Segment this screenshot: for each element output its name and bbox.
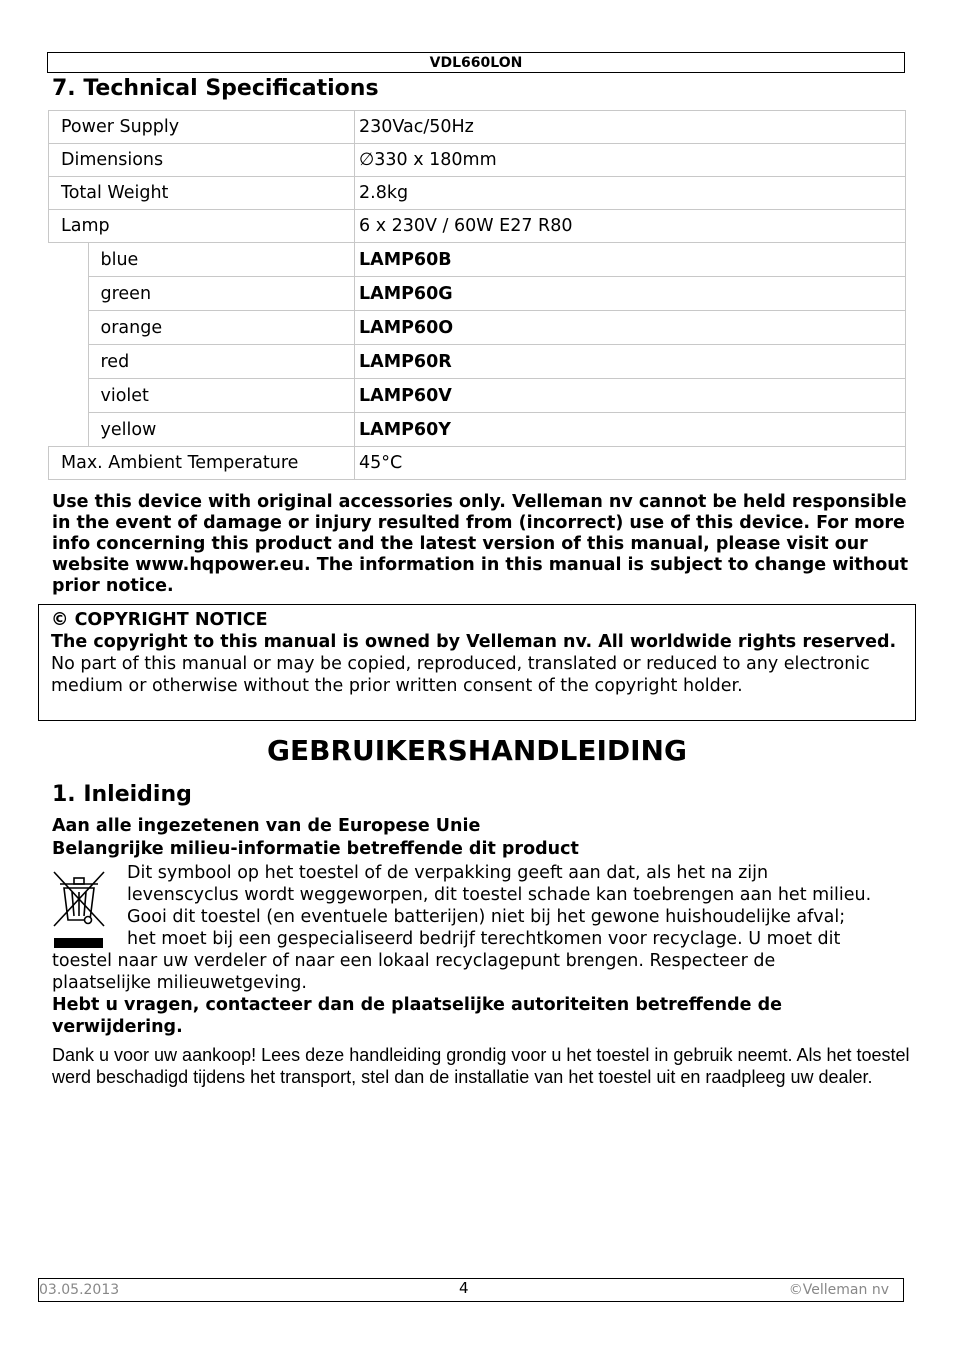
footer-copyright: ©Velleman nv (788, 1282, 889, 1298)
document-header (47, 52, 905, 73)
usage-notice: Use this device with original accessories only. Velleman nv cannot be held responsible in the event of damage or injury resulted from (incorrect) use of this device. For more info concerning this product and the latest version of this manual, please visit our website www.hqpower.eu. The information in this manual is subject to change without prior notice. (52, 492, 909, 596)
copyright-text: No part of this manual or may be copied, reproduced, translated or reduced to any electronic medium or otherwise without the prior written consent of the copyright holder. (51, 654, 870, 696)
lamp-row (49, 277, 906, 311)
lamp-code: LAMP60O (355, 311, 906, 345)
footer-date: 03.05.2013 (39, 1282, 120, 1298)
spec-row (49, 111, 906, 144)
lamp-code: LAMP60V (355, 379, 906, 413)
section-title-specs: 7. Technical Specifications (52, 76, 379, 101)
spec-value: 6 x 230V / 60W E27 R80 (355, 210, 906, 243)
lamp-color: violet (88, 379, 355, 413)
lamp-code: LAMP60B (355, 243, 906, 277)
copyright-rights: The copyright to this manual is owned by Velleman nv. All worldwide rights reserved. (51, 632, 897, 652)
spec-row (49, 210, 906, 243)
lamp-color: orange (88, 311, 355, 345)
spec-value: ∅330 x 180mm (355, 144, 906, 177)
lamp-code: LAMP60Y (355, 413, 906, 447)
lamp-code: LAMP60G (355, 277, 906, 311)
spec-label: Lamp (49, 210, 355, 243)
lamp-row (49, 311, 906, 345)
lamp-row (49, 243, 906, 277)
thanks-paragraph: Dank u voor uw aankoop! Lees deze handleiding grondig voor u het toestel in gebruik neemt. Als het toestel werd beschadigd tijdens het transport, stel dan de installatie van het toestel uit en raadpleeg uw dealer. (52, 1045, 910, 1087)
lamp-code: LAMP60R (355, 345, 906, 379)
questions-notice: Hebt u vragen, contacteer dan de plaatselijke autoriteiten betreffende de verwijdering. (52, 995, 782, 1037)
lamp-color: red (88, 345, 355, 379)
page-number: 4 (459, 1279, 469, 1297)
copyright-box (38, 604, 916, 721)
weee-text-line: levenscyclus wordt weggeworpen, dit toestel schade kan toebrengen aan het milieu. (127, 885, 872, 905)
copyright-heading: © COPYRIGHT NOTICE (51, 610, 268, 630)
spec-label: Dimensions (49, 144, 355, 177)
page-footer (38, 1278, 904, 1302)
lamp-color: green (88, 277, 355, 311)
lamp-row (49, 379, 906, 413)
weee-bin-icon (50, 866, 110, 952)
weee-text-line: plaatselijke milieuwetgeving. (52, 973, 307, 993)
spec-value: 230Vac/50Hz (355, 111, 906, 144)
spec-label: Max. Ambient Temperature (49, 447, 355, 480)
lamp-color: yellow (88, 413, 355, 447)
model-number: VDL660LON (429, 55, 523, 71)
specs-table (48, 110, 906, 480)
spec-value: 45°C (355, 447, 906, 480)
weee-text-line: Dit symbool op het toestel of de verpakking geeft aan dat, als het na zijn (127, 863, 769, 883)
spec-row (49, 144, 906, 177)
spec-label: Power Supply (49, 111, 355, 144)
weee-text-line: het moet bij een gespecialiseerd bedrijf terechtkomen voor recyclage. U moet dit (127, 929, 841, 949)
spec-row (49, 447, 906, 480)
lamp-color: blue (88, 243, 355, 277)
eu-heading: Aan alle ingezetenen van de Europese Unie (52, 816, 481, 836)
weee-text-line: toestel naar uw verdeler of naar een lokaal recyclagepunt brengen. Respecteer de (52, 951, 776, 971)
spec-label: Total Weight (49, 177, 355, 210)
env-heading: Belangrijke milieu-informatie betreffende dit product (52, 839, 579, 859)
section-title-inleiding: 1. Inleiding (52, 782, 192, 807)
manual-title: GEBRUIKERSHANDLEIDING (267, 734, 687, 767)
spec-value: 2.8kg (355, 177, 906, 210)
lamp-row (49, 345, 906, 379)
lamp-row (49, 413, 906, 447)
weee-text-line: Gooi dit toestel (en eventuele batterijen) niet bij het gewone huishoudelijke afval; (127, 907, 846, 927)
spec-row (49, 177, 906, 210)
